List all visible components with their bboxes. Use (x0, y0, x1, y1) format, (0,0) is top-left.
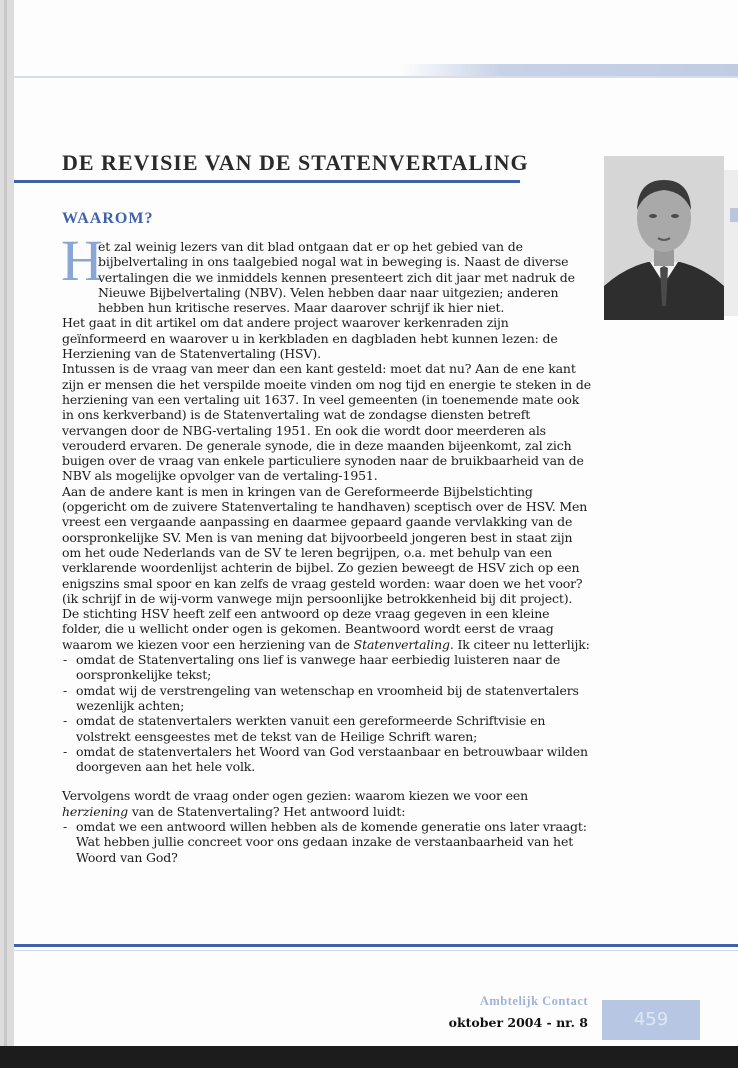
page-edge-tab (730, 208, 738, 222)
paragraph-5-emphasis: herziening (62, 803, 129, 819)
list-item: - omdat de Statenvertaling ons lief is vanwege haar eerbiedig luisteren naar de oorspronkelijke tekst; (62, 652, 592, 683)
magazine-name: Ambtelijk Contact (479, 994, 588, 1008)
article-body (62, 239, 592, 865)
author-photo (604, 156, 724, 320)
list-item: - omdat wij de verstrengeling van wetenschap en vroomheid bij de statenvertalers wezenlijk achten; (62, 683, 592, 714)
paragraph-5 (62, 788, 592, 819)
scan-shadow (0, 0, 14, 1068)
bottom-rule (14, 944, 738, 947)
answer-list (62, 819, 592, 865)
paragraph-2: Het gaat in dit artikel om dat andere project waarover kerkenraden zijn geïnformeerd en waarover u in kerkbladen en dagbladen hebt kunnen lezen: de Herziening van de Statenvertaling (HSV). (62, 315, 558, 362)
drop-cap: H (61, 228, 103, 293)
section-heading: WAAROM? (62, 210, 154, 227)
article-title: DE REVISIE VAN DE STATENVERTALING (62, 150, 529, 175)
paragraph-5-tail: van de Statenvertaling? Het antwoord luidt: (131, 803, 406, 819)
issue-info: oktober 2004 - nr. 8 (448, 1015, 588, 1030)
scan-bottom-edge (0, 1046, 738, 1068)
bottom-rule-thin (14, 950, 738, 951)
list-item: - omdat de statenvertalers het Woord van God verstaanbaar en betrouwbaar wilden doorgeven aan het hele volk. (62, 744, 592, 775)
paragraph-4-tail: . Ik citeer nu letterlijk: (449, 636, 590, 652)
top-rule (14, 76, 738, 78)
author-portrait-image (604, 156, 724, 320)
list-item: - omdat de statenvertalers werkten vanuit een gereformeerde Schriftvisie en volstrekt eensgeestes met de tekst van de Heilige Schrift waren; (62, 713, 592, 744)
paragraph-4-text: Aan de andere kant is men in kringen van de Gereformeerde Bijbelstichting (opgericht om de zuivere Statenvertaling te handhaven) sceptisch over de HSV. Men vreest een vergaande aanpassing en daarmee gepaard gaande vervlakking van de oorspronkelijke SV. Men is van mening dat bijvoorbeeld jongeren best in staat zijn om het oude Nederlands van de SV te leren begrijpen, o.a. met behulp van een verklarende woordenlijst achterin de bijbel. Zo gezien beweegt de HSV zich op een enigszins smal spoor en kan zelfs de vraag gesteld worden: waar doen we het voor? (ik schrijf in de wij-vorm vanwege mijn persoonlijke betrokkenheid bij dit project). De stichting HSV heeft zelf een antwoord op deze vraag gegeven in een kleine folder, die u wellicht onder ogen is gekomen. Beantwoord wordt eerst de vraag waarom we kiezen voor een herziening van de (62, 483, 588, 652)
reasons-list (62, 652, 592, 774)
paragraph-5-text: Vervolgens wordt de vraag onder ogen gezien: waarom kiezen we voor een (62, 788, 529, 804)
paragraph-4-emphasis: Statenvertaling (353, 636, 450, 652)
paragraph-3: Intussen is de vraag van meer dan een kant gesteld: moet dat nu? Aan de ene kant zijn er mensen die het verspilde moeite vinden om nog tijd en energie te steken in de herziening van een vertaling uit 1637. In veel gemeenten (in toenemende mate ook in ons kerkverband) is de Statenvertaling wat de zondagse diensten betreft vervangen door de NBG-vertaling 1951. En ook die wordt door meerderen als verouderd ervaren. De generale synode, die in deze maanden bijeenkomt, zal zich buigen over de vraag van enkele particuliere synoden naar de bruikbaarheid van de NBV als mogelijke opvolger van de vertaling-1951. (62, 361, 591, 484)
paragraph-intro: et zal weinig lezers van dit blad ontgaan dat er op het gebied van de bijbelvertaling in ons taalgebied nogal wat in beweging is. Naast de diverse vertalingen die we inmiddels kennen presenteert zich dit jaar met nadruk de Nieuwe Bijbelvertaling (NBV). Velen hebben daar naar uitgezien; anderen hebben hun kritische reserves. Maar daarover schrijf ik hier niet. (98, 239, 575, 316)
list-item: - omdat we een antwoord willen hebben als de komende generatie ons later vraagt: Wat hebben jullie concreet voor ons gedaan inzake de verstaanbaarheid van het Woord van God? (62, 819, 592, 865)
title-rule (14, 180, 520, 183)
page-number: 459 (602, 1000, 700, 1040)
paragraph-4 (62, 484, 592, 652)
